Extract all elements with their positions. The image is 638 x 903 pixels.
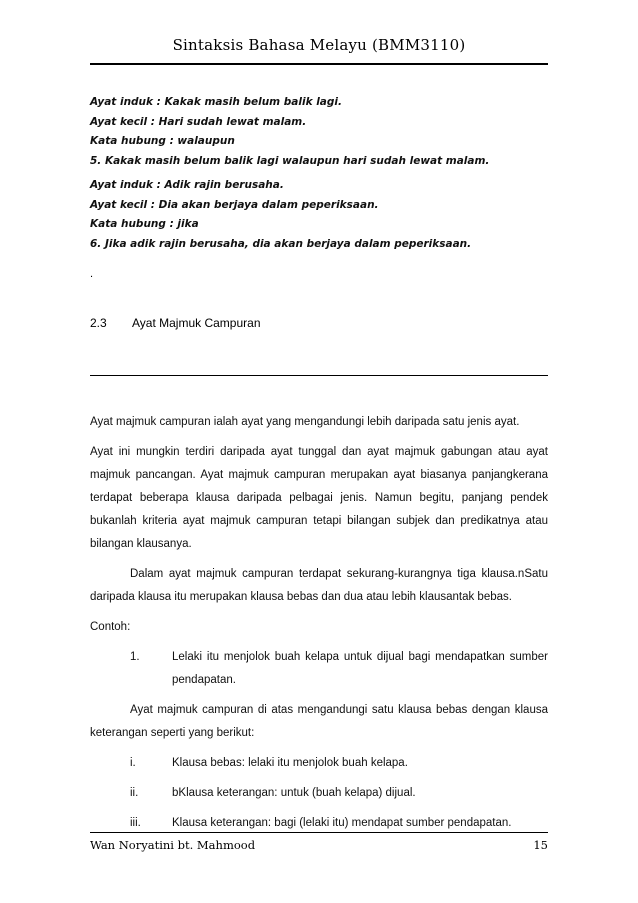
example-line: Kata hubung : jika: [90, 218, 199, 230]
item-marker: ii.: [130, 787, 139, 799]
contoh-label: Contoh:: [90, 621, 131, 633]
example-line: Ayat induk : Adik rajin berusaha.: [90, 179, 284, 191]
item-text: bKlausa keterangan: untuk (buah kelapa) dijual.: [172, 787, 416, 799]
item-marker: iii.: [130, 817, 141, 829]
section-number: 2.3: [90, 316, 107, 330]
example-block-6: [90, 176, 560, 254]
section-title: Ayat Majmuk Campuran: [132, 316, 261, 330]
example-block-5: [90, 93, 560, 171]
item-text: Klausa bebas: lelaki itu menjolok buah kelapa.: [172, 757, 408, 769]
running-header-title: Sintaksis Bahasa Melayu (BMM3110): [172, 36, 466, 54]
section-rule: [90, 375, 548, 376]
item-marker: 1.: [130, 651, 140, 663]
item-text: Klausa keterangan: bagi (lelaki itu) mendapat sumber pendapatan.: [172, 817, 512, 829]
item-text: Lelaki itu menjolok buah kelapa untuk dijual bagi mendapatkan sumber pendapatan.: [172, 651, 548, 686]
paragraph: Ayat majmuk campuran ialah ayat yang mengandungi lebih daripada satu jenis ayat.: [90, 416, 520, 428]
numbered-example-item: [90, 646, 548, 692]
header-rule: [90, 63, 548, 65]
paragraph: Dalam ayat majmuk campuran terdapat sekurang-kurangnya tiga klausa.nSatu daripada klausa itu merupakan klausa bebas dan dua atau lebih klausantak bebas.: [90, 568, 548, 603]
example-line: Ayat induk : Kakak masih belum balik lagi.: [90, 96, 342, 108]
example-line: Ayat kecil : Dia akan berjaya dalam peperiksaan.: [90, 198, 379, 211]
footer-rule: [90, 832, 548, 833]
paragraph: Ayat ini mungkin terdiri daripada ayat tunggal dan ayat majmuk gabungan atau ayat majmuk pancangan. Ayat majmuk campuran merupakan ayat biasanya panjangkerana terdapat beberapa klausa daripada pelbagai jenis. Namun begitu, panjang pendek bukanlah kriteria ayat majmuk campuran tetapi bilangan subjek dan predikatnya atau bilangan klausanya.: [90, 446, 548, 550]
page-number: 15: [533, 838, 548, 852]
clause-item: [90, 782, 548, 805]
footer-author: Wan Noryatini bt. Mahmood: [90, 838, 256, 852]
example-line: 6. Jika adik rajin berusaha, dia akan berjaya dalam peperiksaan.: [90, 237, 472, 250]
example-line: 5. Kakak masih belum balik lagi walaupun hari sudah lewat malam.: [90, 154, 490, 167]
paragraph: Ayat majmuk campuran di atas mengandungi satu klausa bebas dengan klausa keterangan seperti yang berikut:: [90, 704, 548, 739]
example-line: Ayat kecil : Hari sudah lewat malam.: [90, 115, 307, 128]
body-text: [90, 411, 548, 835]
stray-mark: .: [90, 268, 94, 280]
example-line: Kata hubung : walaupun: [90, 135, 235, 147]
item-marker: i.: [130, 757, 136, 769]
clause-item: [90, 752, 548, 775]
section-heading: [90, 316, 261, 330]
